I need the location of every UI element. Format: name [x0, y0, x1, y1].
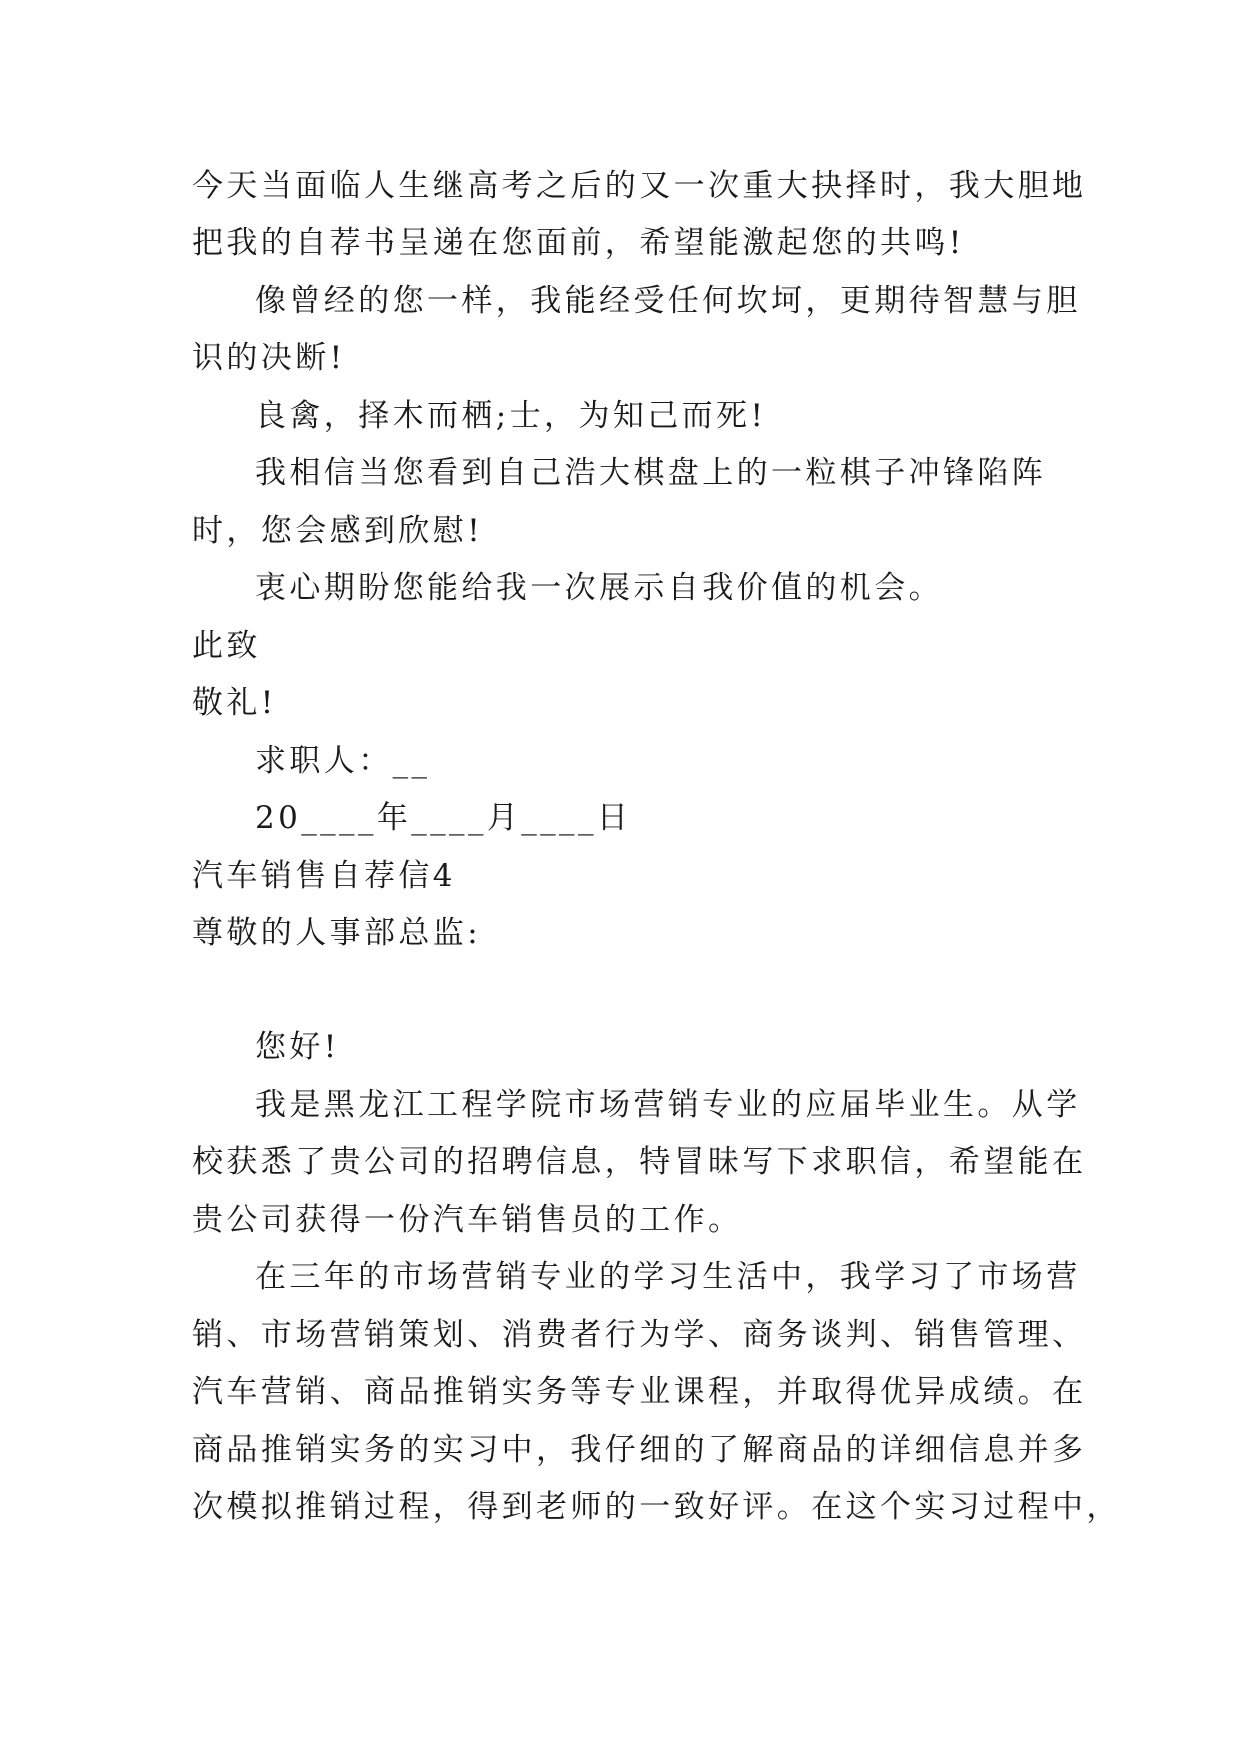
text-line: 校获悉了贵公司的招聘信息，特冒昧写下求职信，希望能在 — [192, 1144, 1087, 1180]
text-line: 贵公司获得一份汽车销售员的工作。 — [192, 1202, 743, 1238]
text-line: 汽车销售自荐信4 — [192, 858, 456, 894]
text-line: 商品推销实务的实习中，我仔细的了解商品的详细信息并多 — [192, 1432, 1087, 1468]
text-line: 衷心期盼您能给我一次展示自我价值的机会。 — [255, 570, 943, 606]
text-line: 此致 — [192, 628, 261, 664]
text-line: 20____年____月____日 — [255, 800, 632, 836]
text-line: 在三年的市场营销专业的学习生活中，我学习了市场营 — [255, 1259, 1081, 1295]
text-line: 汽车营销、商品推销实务等专业课程，并取得优异成绩。在 — [192, 1374, 1087, 1410]
text-line: 时，您会感到欣慰! — [192, 513, 484, 549]
text-line: 次模拟推销过程，得到老师的一致好评。在这个实习过程中， — [192, 1489, 1121, 1525]
text-line: 求职人：__ — [255, 743, 431, 779]
text-line: 敬礼! — [192, 685, 277, 721]
text-line: 识的决断! — [192, 340, 346, 376]
text-line: 今天当面临人生继高考之后的又一次重大抉择时，我大胆地 — [192, 168, 1087, 204]
text-line: 我相信当您看到自己浩大棋盘上的一粒棋子冲锋陷阵 — [255, 455, 1047, 491]
text-line: 像曾经的您一样，我能经受任何坎坷，更期待智慧与胆 — [255, 283, 1081, 319]
text-line: 您好! — [255, 1029, 340, 1065]
text-line: 尊敬的人事部总监: — [192, 915, 482, 951]
text-line: 我是黑龙江工程学院市场营销专业的应届毕业生。从学 — [255, 1087, 1081, 1123]
text-line: 良禽，择木而栖;士，为知己而死! — [255, 398, 767, 434]
text-line: 销、市场营销策划、消费者行为学、商务谈判、销售管理、 — [192, 1317, 1087, 1353]
text-line: 把我的自荐书呈递在您面前，希望能激起您的共鸣! — [192, 225, 965, 261]
